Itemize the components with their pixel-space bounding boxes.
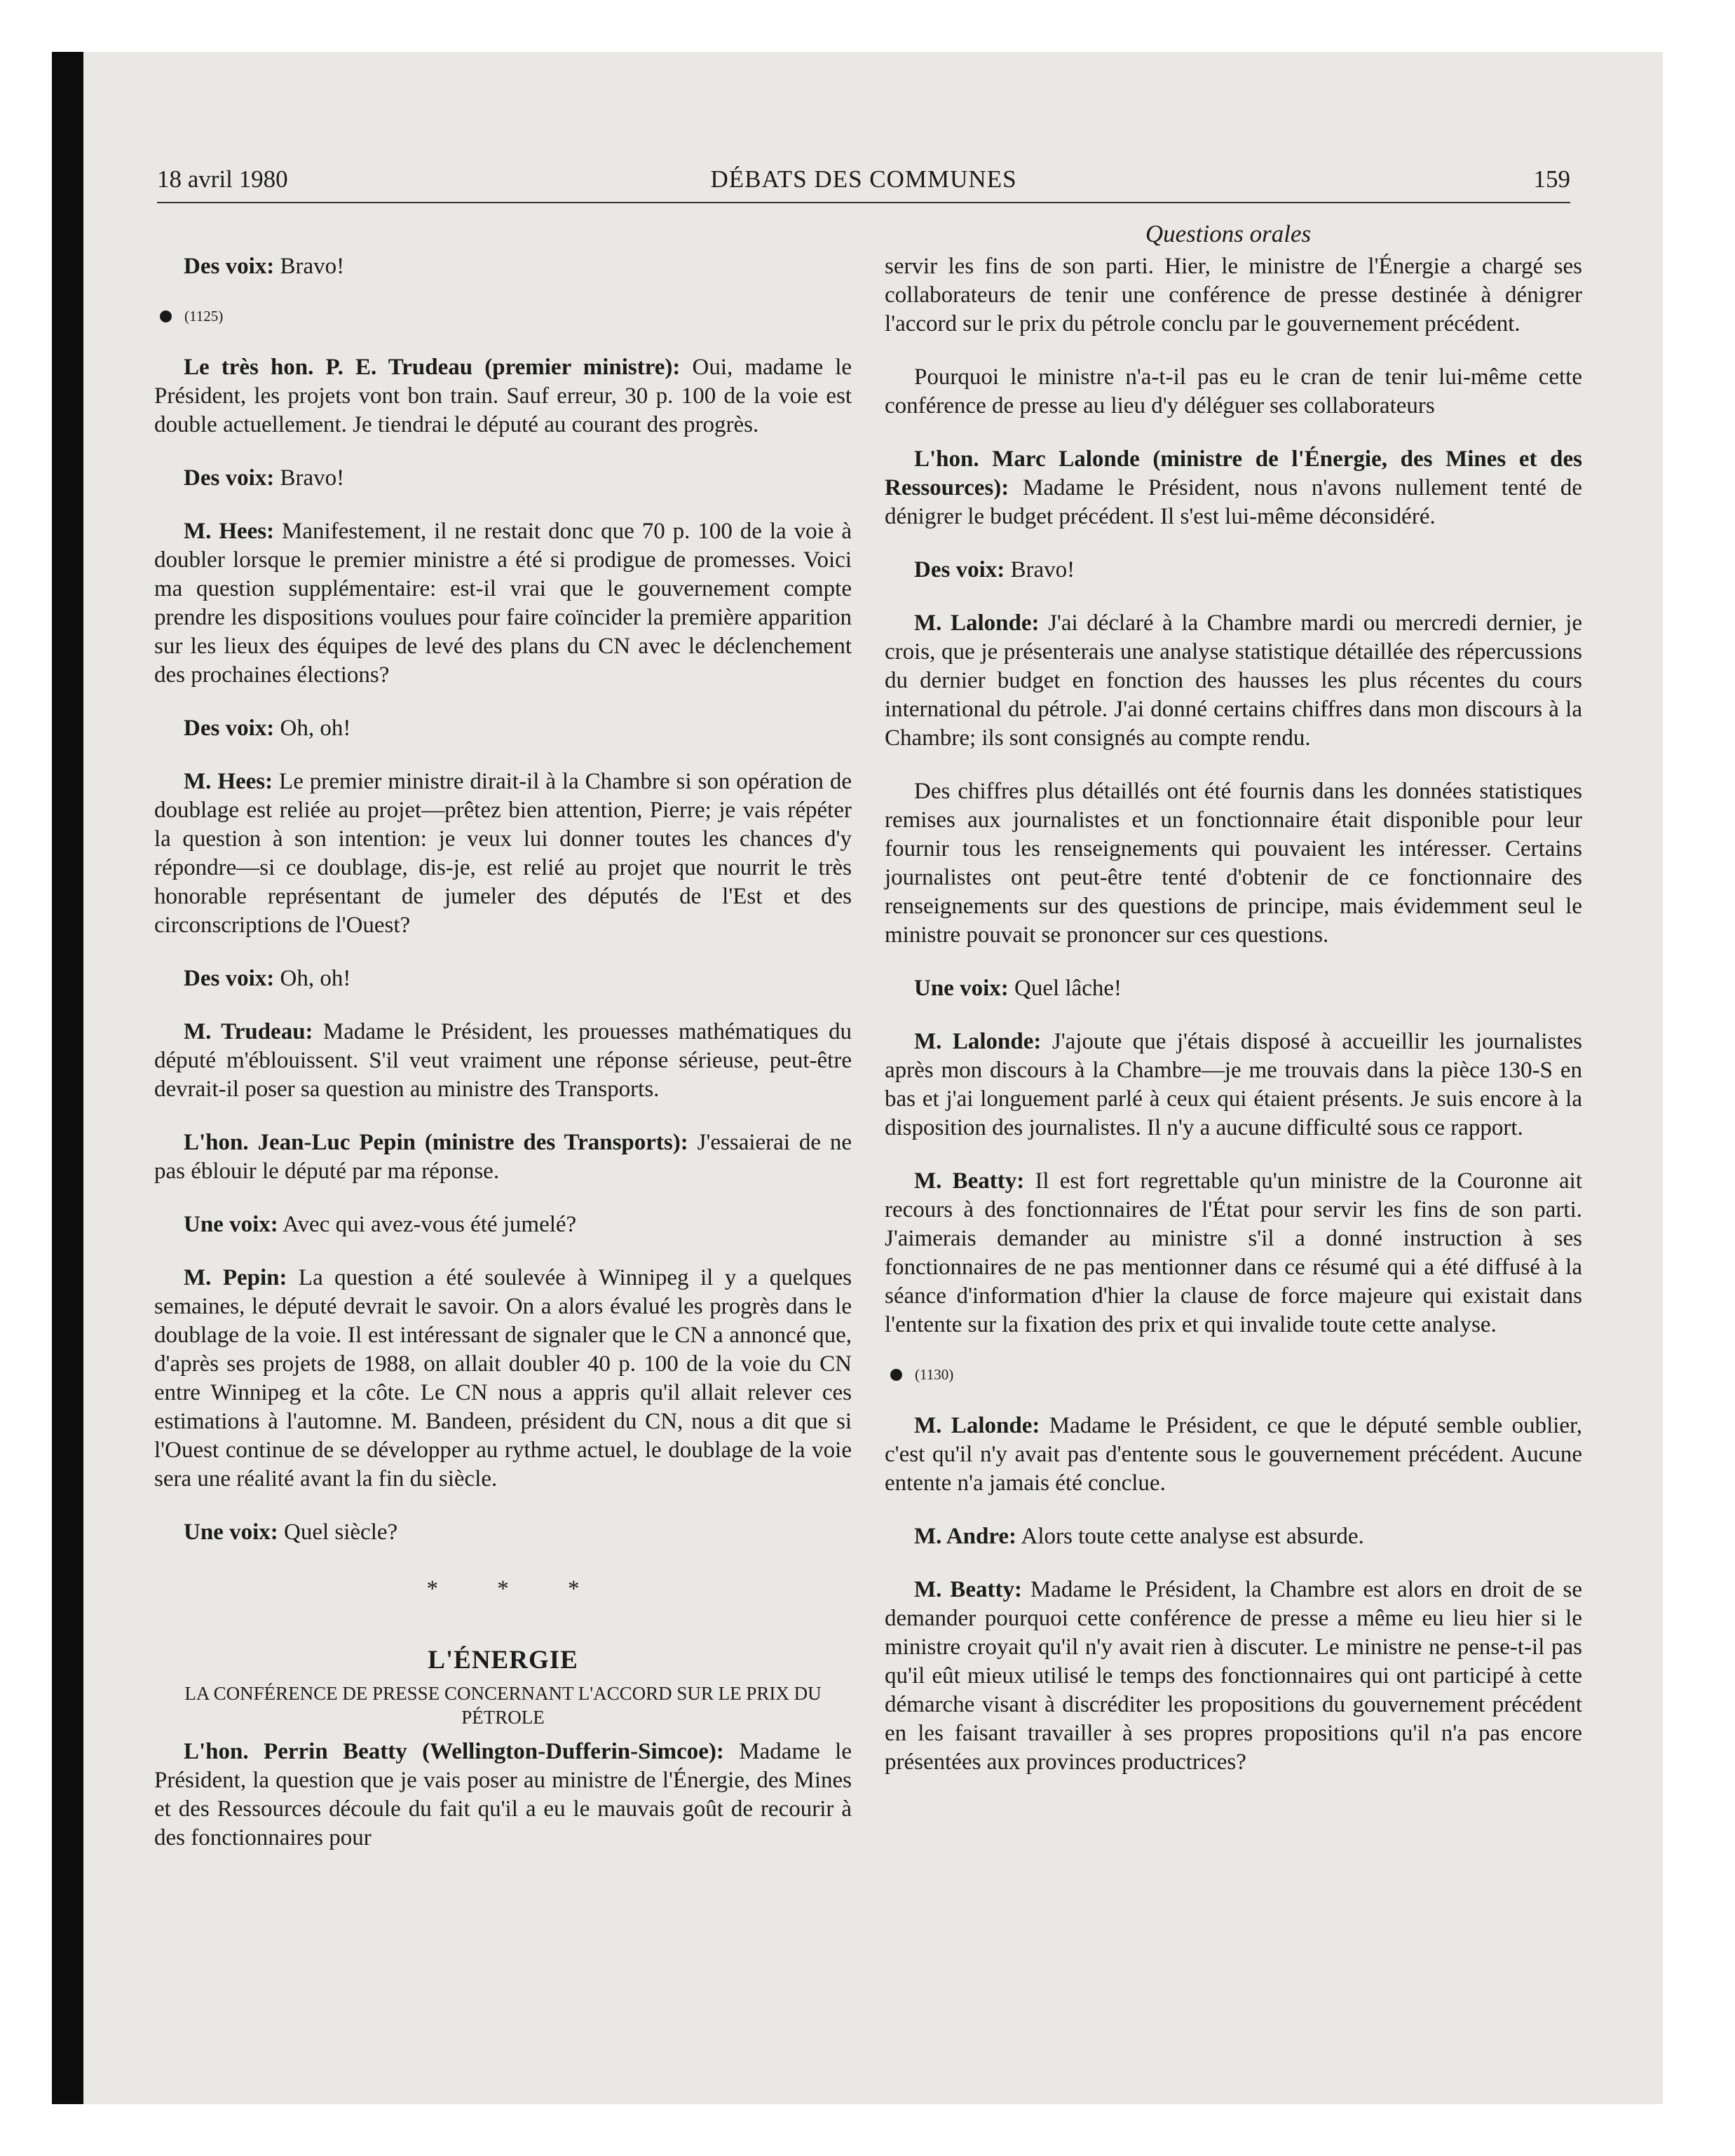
speaker: Une voix: bbox=[184, 1520, 278, 1545]
speech: Alors toute cette analyse est absurde. bbox=[1016, 1524, 1364, 1549]
speech: Madame le Président, ce que le député semble oublier, c'est qu'il n'y avait pas d'entente sous le gouvernement précédent. Aucune entente n'a jamais été conclue. bbox=[885, 1413, 1582, 1496]
bullet-icon bbox=[160, 311, 172, 322]
speech: Des chiffres plus détaillés ont été fournis dans les données statistiques remises aux journalistes et un fonctionnaire était disponible pour leur fournir tous les renseignements qui pouvaient les intéresser. Certains journalistes ont peut-être tenté d'obtenir de ce fonctionnaire des renseignements sur des questions de principe, mais évidemment seul le ministre pouvait se prononcer sur ces questions. bbox=[885, 779, 1582, 948]
page-header bbox=[157, 165, 1570, 203]
paragraph bbox=[154, 1210, 852, 1239]
speaker: L'hon. Jean-Luc Pepin (ministre des Transports): bbox=[184, 1130, 688, 1155]
paragraph bbox=[885, 777, 1582, 950]
speech: Il est fort regrettable qu'un ministre de la Couronne ait recours à des fonctionnaires de l'État pour servir les fins de son parti. J'aimerais demander au ministre s'il a donné instruction à ses fonctionnaires de ne pas mentionner dans ce résumé qui a été diffusé à la séance d'information d'hier la clause de force majeure qui existait dans l'entente sur la fixation des prix et qui invalide toute cette analyse. bbox=[885, 1168, 1582, 1337]
speech: Madame le Président, les prouesses mathématiques du député m'éblouissent. S'il veut vraiment une réponse sérieuse, peut-être devrait-il poser sa question au ministre des Transports. bbox=[154, 1019, 852, 1102]
speech: Quel lâche! bbox=[1008, 976, 1122, 1001]
speaker: M. Pepin: bbox=[184, 1265, 287, 1290]
section-separator: * * * bbox=[426, 1576, 606, 1602]
speaker: M. Hees: bbox=[184, 519, 275, 544]
section-subtitle: LA CONFÉRENCE DE PRESSE CONCERNANT L'ACCORD SUR LE PRIX DU PÉTROLE bbox=[184, 1683, 822, 1728]
paragraph bbox=[154, 517, 852, 690]
time-marker bbox=[885, 1364, 1582, 1385]
speech: Quel siècle? bbox=[278, 1520, 398, 1545]
paragraph bbox=[885, 252, 1582, 339]
speaker: M. Andre: bbox=[914, 1524, 1017, 1549]
paragraph bbox=[154, 1128, 852, 1186]
speech: Madame le Président, la question que je vais poser au ministre de l'Énergie, des Mines et des Ressources découle du fait qu'il a eu le mauvais goût de recourir à des fonctionnaires pour bbox=[154, 1739, 852, 1850]
time-marker-text: (1130) bbox=[915, 1366, 954, 1383]
paragraph bbox=[885, 363, 1582, 421]
section-title: L'ÉNERGIE bbox=[428, 1646, 578, 1674]
bullet-icon bbox=[890, 1369, 902, 1381]
speech: Oh, oh! bbox=[274, 716, 351, 741]
speech: Bravo! bbox=[1005, 557, 1075, 582]
paragraph bbox=[885, 1522, 1582, 1551]
speech: J'essaierai de ne pas éblouir le député par ma réponse. bbox=[154, 1130, 852, 1184]
paragraph bbox=[154, 1738, 852, 1853]
paragraph bbox=[885, 1167, 1582, 1339]
speech: J'ajoute que j'étais disposé à accueillir les journalistes après mon discours à la Chambre—je me trouvais dans la pièce 130-S en bas et j'ai longuement parlé à ceux qui étaient présents. Je suis encore à la disposition des journalistes. Il n'y a aucune difficulté sous ce rapport. bbox=[885, 1029, 1582, 1140]
speaker: Le très hon. P. E. Trudeau (premier ministre): bbox=[184, 355, 681, 380]
speaker: M. Lalonde: bbox=[914, 610, 1040, 636]
speaker: M. Hees: bbox=[184, 769, 273, 794]
speech: Madame le Président, nous n'avons nullement tenté de dénigrer le budget précédent. Il s'est lui-même déconsidéré. bbox=[885, 475, 1582, 529]
paragraph bbox=[885, 1028, 1582, 1142]
speech: Oh, oh! bbox=[274, 966, 351, 991]
speaker: Des voix: bbox=[914, 557, 1005, 582]
speaker: M. Beatty: bbox=[914, 1577, 1022, 1602]
time-marker bbox=[154, 306, 852, 327]
paragraph bbox=[154, 964, 852, 993]
speech: Oui, madame le Président, les projets vont bon train. Sauf erreur, 30 p. 100 de la voie est double actuellement. Je tiendrai le député au courant des progrès. bbox=[154, 355, 852, 437]
speech: Bravo! bbox=[274, 254, 345, 279]
paragraph bbox=[885, 974, 1582, 1003]
speaker: Une voix: bbox=[184, 1212, 278, 1237]
speaker: M. Trudeau: bbox=[184, 1019, 313, 1044]
paragraph bbox=[154, 353, 852, 439]
speech: Madame le Président, la Chambre est alors en droit de se demander pourquoi cette conférence de presse a même eu lieu hier si le ministre croyait qu'il n'y avait rien à discuter. Le ministre ne pense-t-il pas qu'il eût mieux utilisé le temps des fonctionnaires qui ont participé à cette démarche visant à discréditer les propositions du gouvernement précédent en les faisant travailler à ses propres propositions qu'il n'a pas encore présentées aux provinces productrices? bbox=[885, 1577, 1582, 1775]
right-column bbox=[885, 252, 1582, 1777]
paragraph bbox=[885, 609, 1582, 753]
page-number: 159 bbox=[1533, 165, 1570, 193]
speech: Avec qui avez-vous été jumelé? bbox=[278, 1212, 577, 1237]
speaker: M. Lalonde: bbox=[914, 1413, 1040, 1438]
speaker: M. Beatty: bbox=[914, 1168, 1025, 1194]
section-running-head: Questions orales bbox=[1145, 220, 1312, 247]
speaker: Une voix: bbox=[914, 976, 1009, 1001]
speech: Pourquoi le ministre n'a-t-il pas eu le cran de tenir lui-même cette conférence de presse au lieu d'y déléguer ses collaborateurs bbox=[885, 364, 1582, 418]
speaker: Des voix: bbox=[184, 966, 275, 991]
paragraph bbox=[885, 1576, 1582, 1777]
speaker: Des voix: bbox=[184, 254, 275, 279]
speaker: Des voix: bbox=[184, 465, 275, 491]
speaker: M. Lalonde: bbox=[914, 1029, 1042, 1054]
speech: Manifestement, il ne restait donc que 70 p. 100 de la voie à doubler lorsque le premier ministre a été si prodigue de promesses. Voici ma question supplémentaire: est-il vrai que le gouvernement compte prendre les dispositions voulues pour faire coïncider la première apparition sur les lieux des équipes de levé des plans du CN avec le déclenchement des prochaines élections? bbox=[154, 519, 852, 688]
header-title: DÉBATS DES COMMUNES bbox=[710, 165, 1017, 193]
paragraph bbox=[885, 445, 1582, 531]
speaker: Des voix: bbox=[184, 716, 275, 741]
paragraph bbox=[154, 1018, 852, 1104]
speech: La question a été soulevée à Winnipeg il y a quelques semaines, le député devrait le savoir. On a alors évalué les progrès dans le doublage de la voie. Il est intéressant de signaler que le CN a annoncé que, d'après ses projets de 1988, on allait doubler 40 p. 100 de la voie du CN entre Winnipeg et la côte. Le CN nous a appris qu'il allait relever ces estimations à l'automne. M. Bandeen, président du CN, nous a dit que si l'Ouest continue de se développer au rythme actuel, le doublage de la voie sera une réalité avant la fin du siècle. bbox=[154, 1265, 852, 1492]
paragraph bbox=[154, 1518, 852, 1547]
paragraph bbox=[154, 767, 852, 940]
paragraph bbox=[154, 464, 852, 493]
time-marker-text: (1125) bbox=[184, 308, 224, 325]
paragraph bbox=[154, 714, 852, 743]
speech: servir les fins de son parti. Hier, le ministre de l'Énergie a chargé ses collaborateurs de tenir une conférence de presse destinée à dénigrer l'accord sur le prix du pétrole conclu par le gouvernement précédent. bbox=[885, 254, 1582, 336]
paragraph bbox=[154, 1264, 852, 1494]
binding-edge bbox=[52, 52, 83, 2104]
speaker: L'hon. Marc Lalonde (ministre de l'Énergie, des Mines et des Ressources): bbox=[885, 446, 1582, 500]
left-column bbox=[154, 252, 852, 1853]
speaker: L'hon. Perrin Beatty (Wellington-Dufferin-Simcoe): bbox=[184, 1739, 724, 1764]
paragraph bbox=[154, 252, 852, 281]
paragraph bbox=[885, 556, 1582, 585]
speech: Le premier ministre dirait-il à la Chambre si son opération de doublage est reliée au projet—prêtez bien attention, Pierre; je vais répéter la question à son intention: je veux lui donner toutes les chances d'y répondre—si ce doublage, dis-je, est relié au projet que nourrit le très honorable représentant de jumeler des députés de l'Est et des circonscriptions de l'Ouest? bbox=[154, 769, 852, 938]
header-date: 18 avril 1980 bbox=[157, 165, 288, 193]
speech: Bravo! bbox=[274, 465, 345, 491]
speech: J'ai déclaré à la Chambre mardi ou mercredi dernier, je crois, que je présenterais une analyse statistique détaillée des répercussions du dernier budget en fonction des hausses les plus récentes du cours international du pétrole. J'ai donné certains chiffres dans mon discours à la Chambre; ils sont consignés au compte rendu. bbox=[885, 610, 1582, 751]
paragraph bbox=[885, 1412, 1582, 1498]
